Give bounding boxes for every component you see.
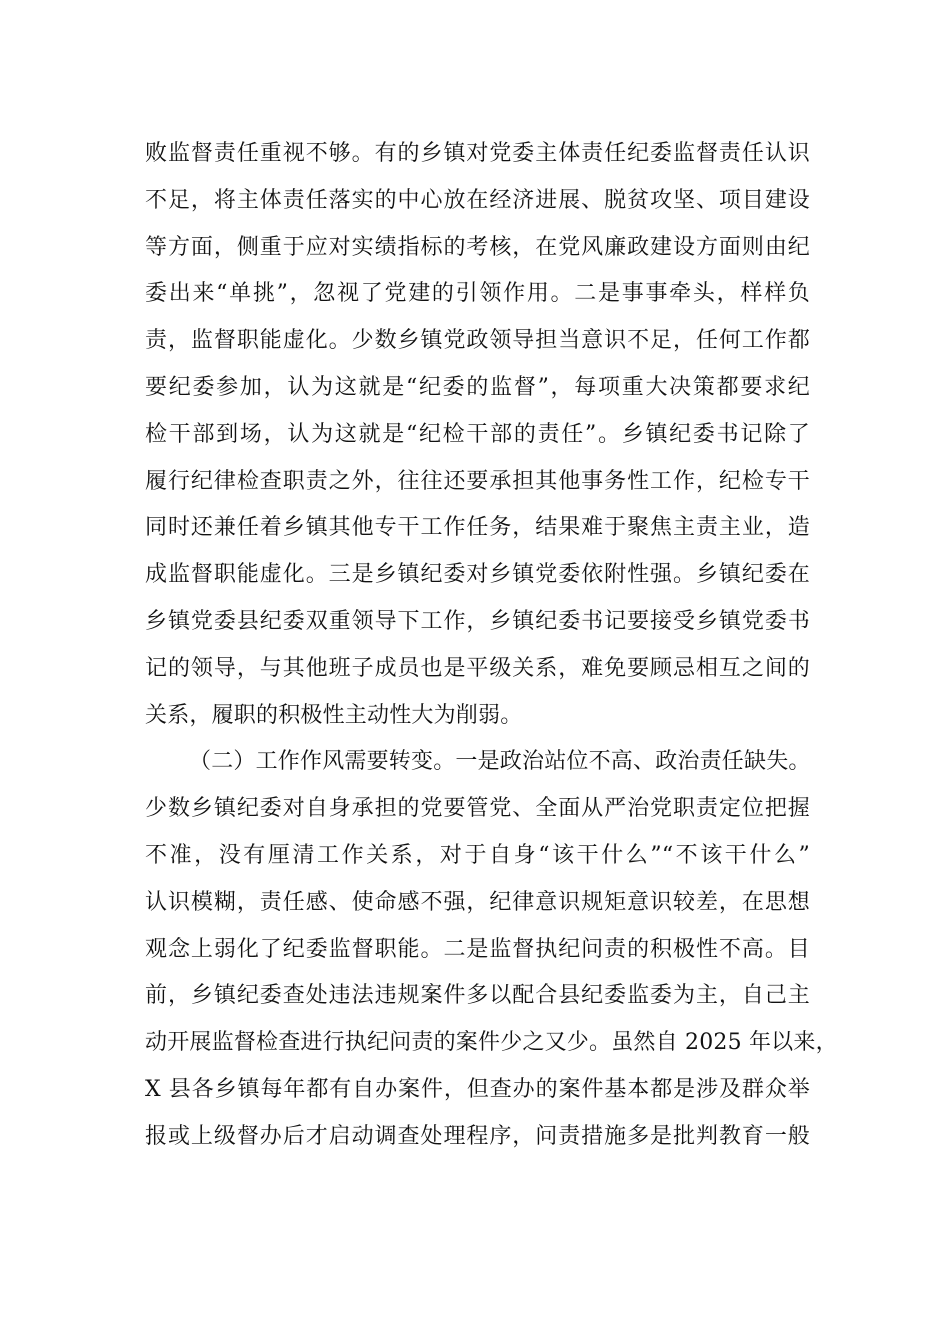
text-line: 报或上级督办后才启动调查处理程序，问责措施多是批判教育一般 xyxy=(145,1123,810,1149)
text-line: 前，乡镇纪委查处违法违规案件多以配合县纪委监委为主，自己主 xyxy=(145,983,810,1009)
text-line: 败监督责任重视不够。有的乡镇对党委主体责任纪委监督责任认识 xyxy=(145,141,810,166)
text-line: 履行纪律检查职责之外，往往还要承担其他事务性工作，纪检专干 xyxy=(145,468,810,494)
text-line: 不准，没有厘清工作关系，对于自身“该干什么”“不该干什么” xyxy=(145,842,810,868)
text-line: 要纪委参加，认为这就是“纪委的监督”，每项重大决策都要求纪 xyxy=(145,374,810,400)
text-line: 责，监督职能虚化。少数乡镇党政领导担当意识不足，任何工作都 xyxy=(145,328,810,354)
text-line: 认识模糊，责任感、使命感不强，纪律意识规矩意识较差，在思想 xyxy=(145,889,810,915)
text-line: 同时还兼任着乡镇其他专干工作任务，结果难于聚焦主责主业，造 xyxy=(145,515,810,541)
text-line: 成监督职能虚化。三是乡镇纪委对乡镇党委依附性强。乡镇纪委在 xyxy=(145,562,810,588)
text-line: 不足，将主体责任落实的中心放在经济进展、脱贫攻坚、项目建设 xyxy=(145,187,810,213)
text-line: 少数乡镇纪委对自身承担的党要管党、全面从严治党职责定位把握 xyxy=(145,796,810,822)
text-line: X 县各乡镇每年都有自办案件，但查办的案件基本都是涉及群众举 xyxy=(145,1076,810,1102)
body-text xyxy=(145,131,838,1161)
text-line: 委出来“单挑”，忽视了党建的引领作用。二是事事牵头，样样负 xyxy=(145,281,810,307)
text-line: 等方面，侧重于应对实绩指标的考核，在党风廉政建设方面则由纪 xyxy=(145,234,810,260)
text-line: 动开展监督检查进行执纪问责的案件少之又少。虽然自 2025 年以来， xyxy=(145,1030,838,1056)
text-line: 检干部到场，认为这就是“纪检干部的责任”。乡镇纪委书记除了 xyxy=(145,421,810,447)
text-line: 乡镇党委县纪委双重领导下工作，乡镇纪委书记要接受乡镇党委书 xyxy=(145,608,810,634)
section-heading-line: （二）工作作风需要转变。一是政治站位不高、政治责任缺失。 xyxy=(189,749,811,775)
text-line: 观念上弱化了纪委监督职能。二是监督执纪问责的积极性不高。目 xyxy=(145,936,810,962)
paragraph-last-line: 关系，履职的积极性主动性大为削弱。 xyxy=(145,702,523,728)
text-line: 记的领导，与其他班子成员也是平级关系，难免要顾忌相互之间的 xyxy=(145,655,810,681)
